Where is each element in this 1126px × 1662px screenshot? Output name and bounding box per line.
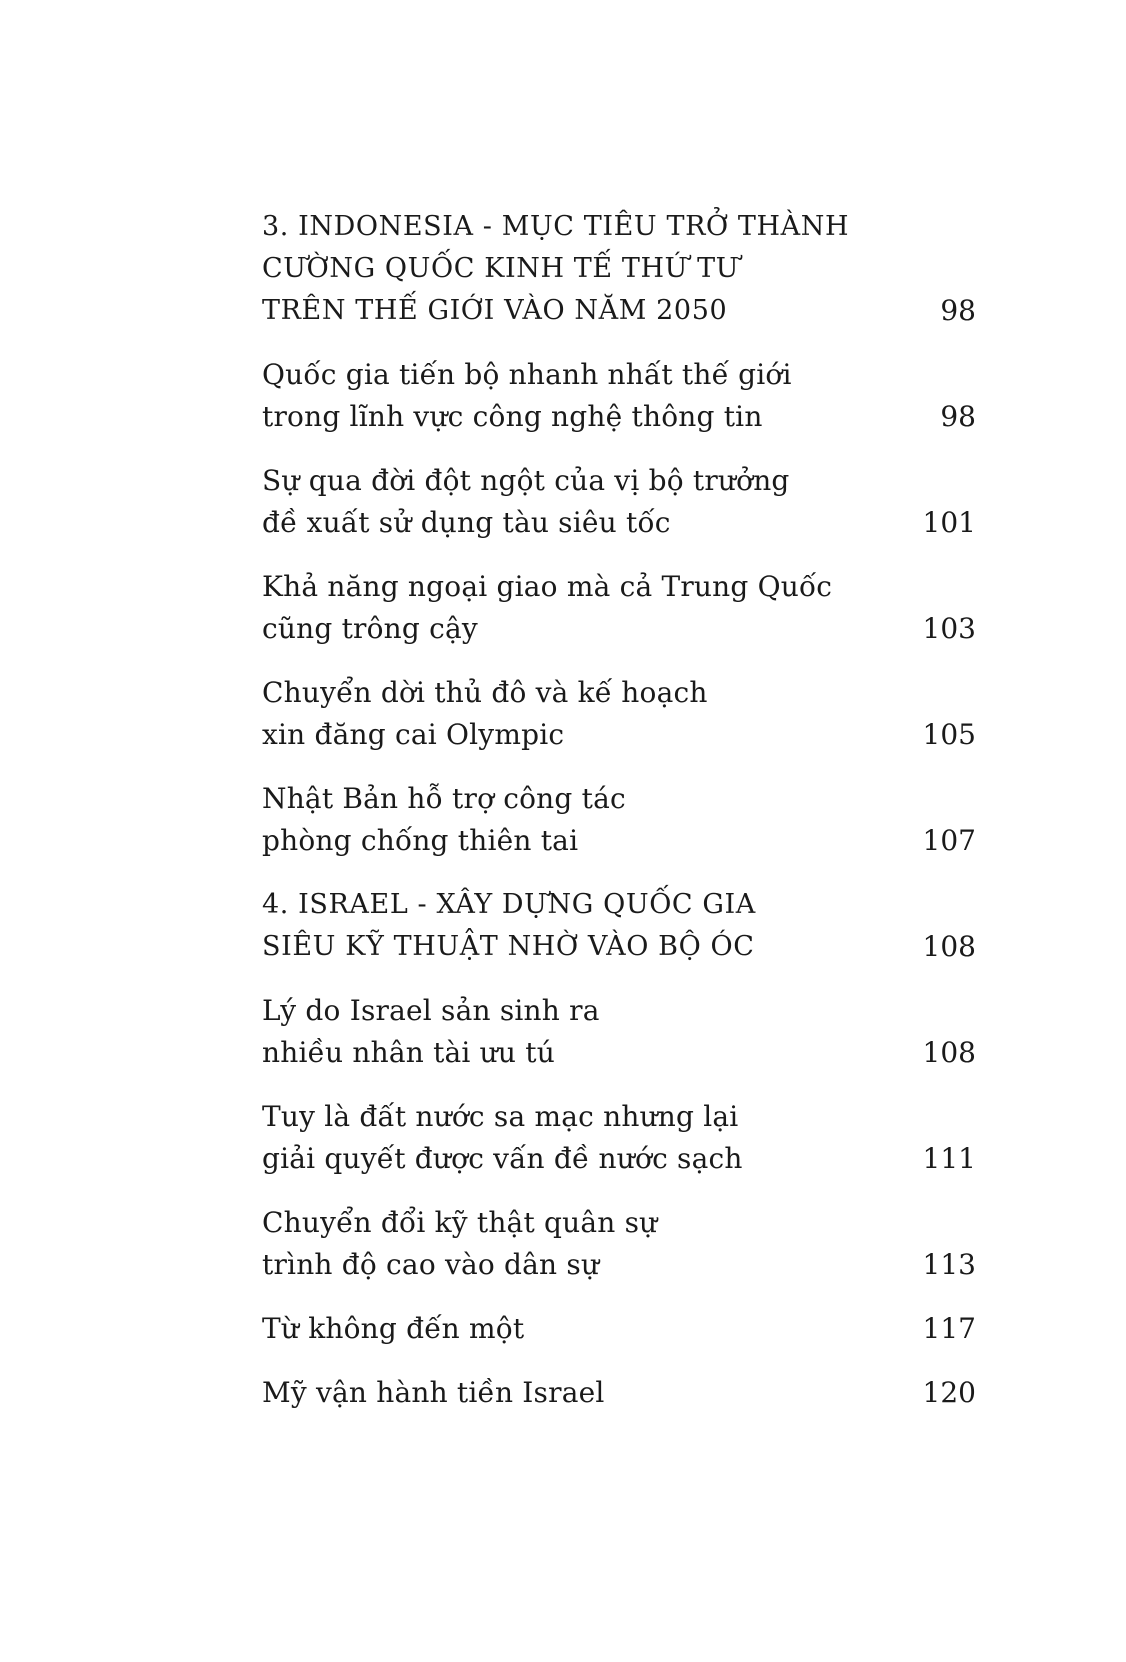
toc-entry-title-line: giải quyết được vấn đề nước sạch (262, 1142, 743, 1175)
toc-entry-title-line: Quốc gia tiến bộ nhanh nhất thế giới (262, 358, 792, 391)
toc-entry-page-number: 98 (940, 400, 976, 433)
toc-entry-title (262, 460, 976, 544)
toc-entry-title-line: đề xuất sử dụng tàu siêu tốc (262, 506, 671, 539)
toc-entry-title-line: Chuyển đổi kỹ thật quân sự (262, 1206, 658, 1239)
toc-entry-title (262, 778, 976, 862)
toc-entry-page-number: 113 (922, 1248, 976, 1281)
toc-entry[interactable] (262, 1308, 976, 1350)
toc-entry-page-number: 120 (922, 1376, 976, 1409)
toc-entry-title-line: TRÊN THẾ GIỚI VÀO NĂM 2050 (262, 295, 728, 326)
toc-entry-title (262, 354, 976, 438)
toc-entry[interactable] (262, 460, 976, 544)
toc-entry-title-line: nhiều nhân tài ưu tú (262, 1036, 555, 1069)
table-of-contents (262, 206, 976, 1436)
toc-entry-page-number: 108 (922, 1036, 976, 1069)
toc-entry-title-line: Sự qua đời đột ngột của vị bộ trưởng (262, 464, 790, 497)
toc-entry-title-line: Chuyển dời thủ đô và kế hoạch (262, 676, 708, 709)
toc-entry-title (262, 1202, 976, 1286)
toc-entry-title-line: 4. ISRAEL - XÂY DỰNG QUỐC GIA (262, 889, 756, 920)
toc-entry-title (262, 1096, 976, 1180)
toc-entry-title-line: SIÊU KỸ THUẬT NHỜ VÀO BỘ ÓC (262, 931, 755, 962)
toc-entry-title-line: Lý do Israel sản sinh ra (262, 994, 600, 1027)
toc-entry-title-line: Tuy là đất nước sa mạc nhưng lại (262, 1100, 739, 1133)
toc-entry-page-number: 101 (922, 506, 976, 539)
toc-entry[interactable] (262, 1372, 976, 1414)
toc-entry-title (262, 1372, 976, 1414)
toc-entry-title-line: Khả năng ngoại giao mà cả Trung Quốc (262, 570, 833, 603)
toc-entry-page-number: 117 (922, 1312, 976, 1345)
toc-entry[interactable] (262, 1096, 976, 1180)
toc-entry-title-line: trong lĩnh vực công nghệ thông tin (262, 400, 763, 433)
toc-entry-title-line: phòng chống thiên tai (262, 824, 579, 857)
toc-entry-page-number: 107 (922, 824, 976, 857)
toc-entry-page-number: 103 (922, 612, 976, 645)
toc-entry-title (262, 1308, 976, 1350)
toc-entry-page-number: 108 (922, 930, 976, 963)
toc-entry-title-line: CƯỜNG QUỐC KINH TẾ THỨ TƯ (262, 253, 740, 284)
toc-entry-title (262, 206, 976, 332)
toc-entry[interactable] (262, 566, 976, 650)
toc-entry[interactable] (262, 354, 976, 438)
toc-entry-title (262, 566, 976, 650)
toc-entry-title-line: xin đăng cai Olympic (262, 718, 565, 751)
toc-entry[interactable] (262, 990, 976, 1074)
toc-entry-title-line: Từ không đến một (262, 1312, 525, 1345)
toc-chapter-entry[interactable] (262, 206, 976, 332)
toc-entry[interactable] (262, 1202, 976, 1286)
toc-entry-title-line: cũng trông cậy (262, 612, 478, 645)
toc-entry[interactable] (262, 778, 976, 862)
toc-entry-title-line: Mỹ vận hành tiền Israel (262, 1376, 605, 1409)
toc-entry-title-line: Nhật Bản hỗ trợ công tác (262, 782, 626, 815)
toc-entry-page-number: 105 (922, 718, 976, 751)
toc-entry-title (262, 672, 976, 756)
toc-entry[interactable] (262, 672, 976, 756)
toc-entry-page-number: 98 (940, 294, 976, 327)
toc-entry-page-number: 111 (922, 1142, 976, 1175)
toc-chapter-entry[interactable] (262, 884, 976, 968)
toc-entry-title (262, 884, 976, 968)
toc-entry-title (262, 990, 976, 1074)
toc-entry-title-line: trình độ cao vào dân sự (262, 1248, 600, 1281)
toc-entry-title-line: 3. INDONESIA - MỤC TIÊU TRỞ THÀNH (262, 211, 850, 242)
